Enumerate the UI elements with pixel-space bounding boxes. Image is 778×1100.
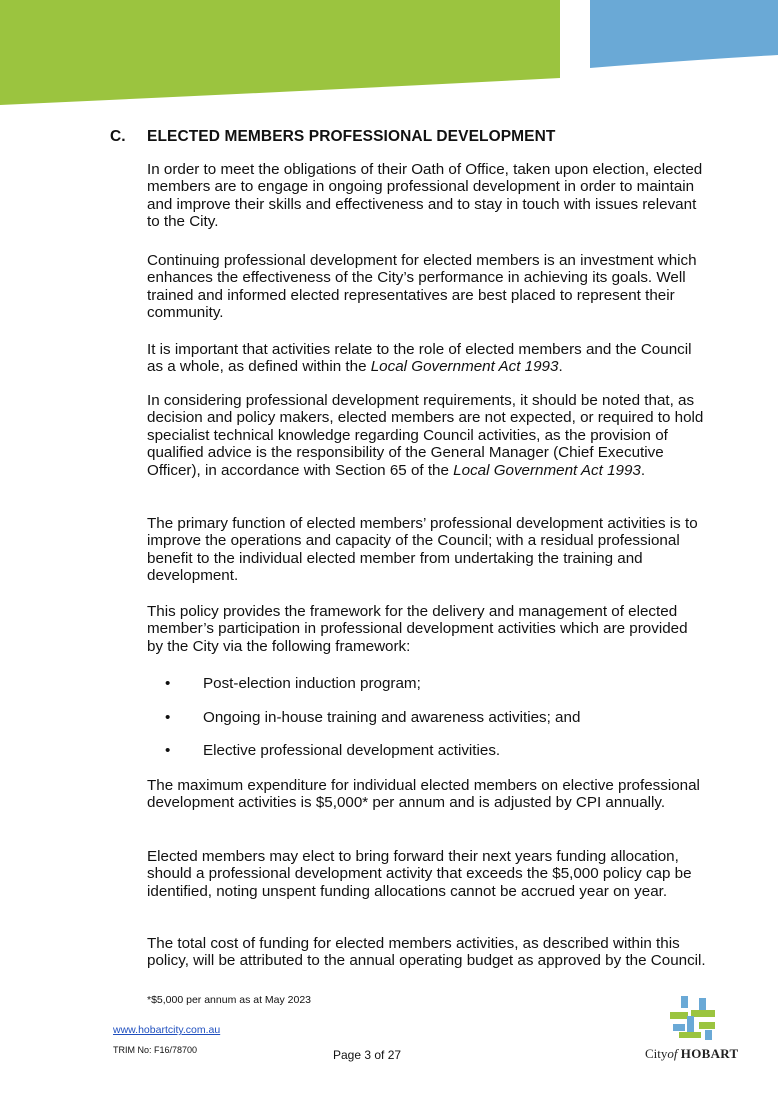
paragraph: It is important that activities relate to the role of elected members and the Council as a whole, as defined within the Local Government Act 1993. [147,341,692,376]
header-green-swoosh [0,0,560,105]
list-item-text: Post-election induction program; [203,675,421,692]
city-logo-text: Cityof HOBART [645,1046,739,1061]
list-item-text: Ongoing in-house training and awareness activities; and [203,709,581,726]
header-decoration [0,0,778,115]
bullet-icon: • [165,742,171,759]
paragraph: This policy provides the framework for the delivery and management of elected member’s participation in professional development activities which are provided by the City via the following framework: [147,603,688,655]
paragraph: The maximum expenditure for individual elected members on elective professional development activities is $5,000* per annum and is adjusted by CPI annually. [147,777,700,812]
paragraph: In considering professional development requirements, it should be noted that, as decision and policy makers, elected members are not expected, or required to hold specialist technical knowledge regarding Council activities, as the provision of qualified advice is the responsibility of the General Manager (Chief Executive Officer), in accordance with Section 65 of the Local Government Act 1993. [147,392,704,479]
trim-number: TRIM No: F16/78700 [113,1045,198,1055]
paragraph: In order to meet the obligations of their Oath of Office, taken upon election, elected members are to engage in ongoing professional development in order to maintain and improve their skills and effectiveness and to stay in touch with issues relevant to the City. [147,161,703,231]
list-item [165,742,500,759]
page-number: Page 3 of 27 [333,1048,402,1062]
footnote: *$5,000 per annum as at May 2023 [147,994,312,1006]
paragraph: The total cost of funding for elected members activities, as described within this policy, will be attributed to the annual operating budget as approved by the Council. [147,935,706,970]
list-item [165,709,580,726]
header-blue-band [590,0,778,68]
section-letter: C. [110,128,126,145]
bullet-icon: • [165,709,171,726]
act-citation: Local Government Act 1993 [370,358,559,376]
list-item-text: Elective professional development activities. [203,742,501,759]
bullet-icon: • [165,675,171,692]
list-item [165,675,421,692]
act-citation: Local Government Act 1993 [453,461,641,479]
paragraph: The primary function of elected members’ professional development activities is to improve the operations and capacity of the Council; with a residual professional benefit to the individual elected member from undertaking the training and development. [147,515,698,585]
section-title: ELECTED MEMBERS PROFESSIONAL DEVELOPMENT [147,128,556,145]
section-heading [110,128,555,146]
paragraph: Continuing professional development for elected members is an investment which enhances the effectiveness of the City’s performance in achieving its goals. Well trained and informed elected representatives are best placed to represent their community. [147,252,697,322]
website-link[interactable]: www.hobartcity.com.au [113,1024,221,1036]
paragraph: Elected members may elect to bring forward their next years funding allocation, should a professional development activity that exceeds the $5,000 policy cap be identified, noting unspent funding allocations cannot be accrued year on year. [147,848,692,900]
